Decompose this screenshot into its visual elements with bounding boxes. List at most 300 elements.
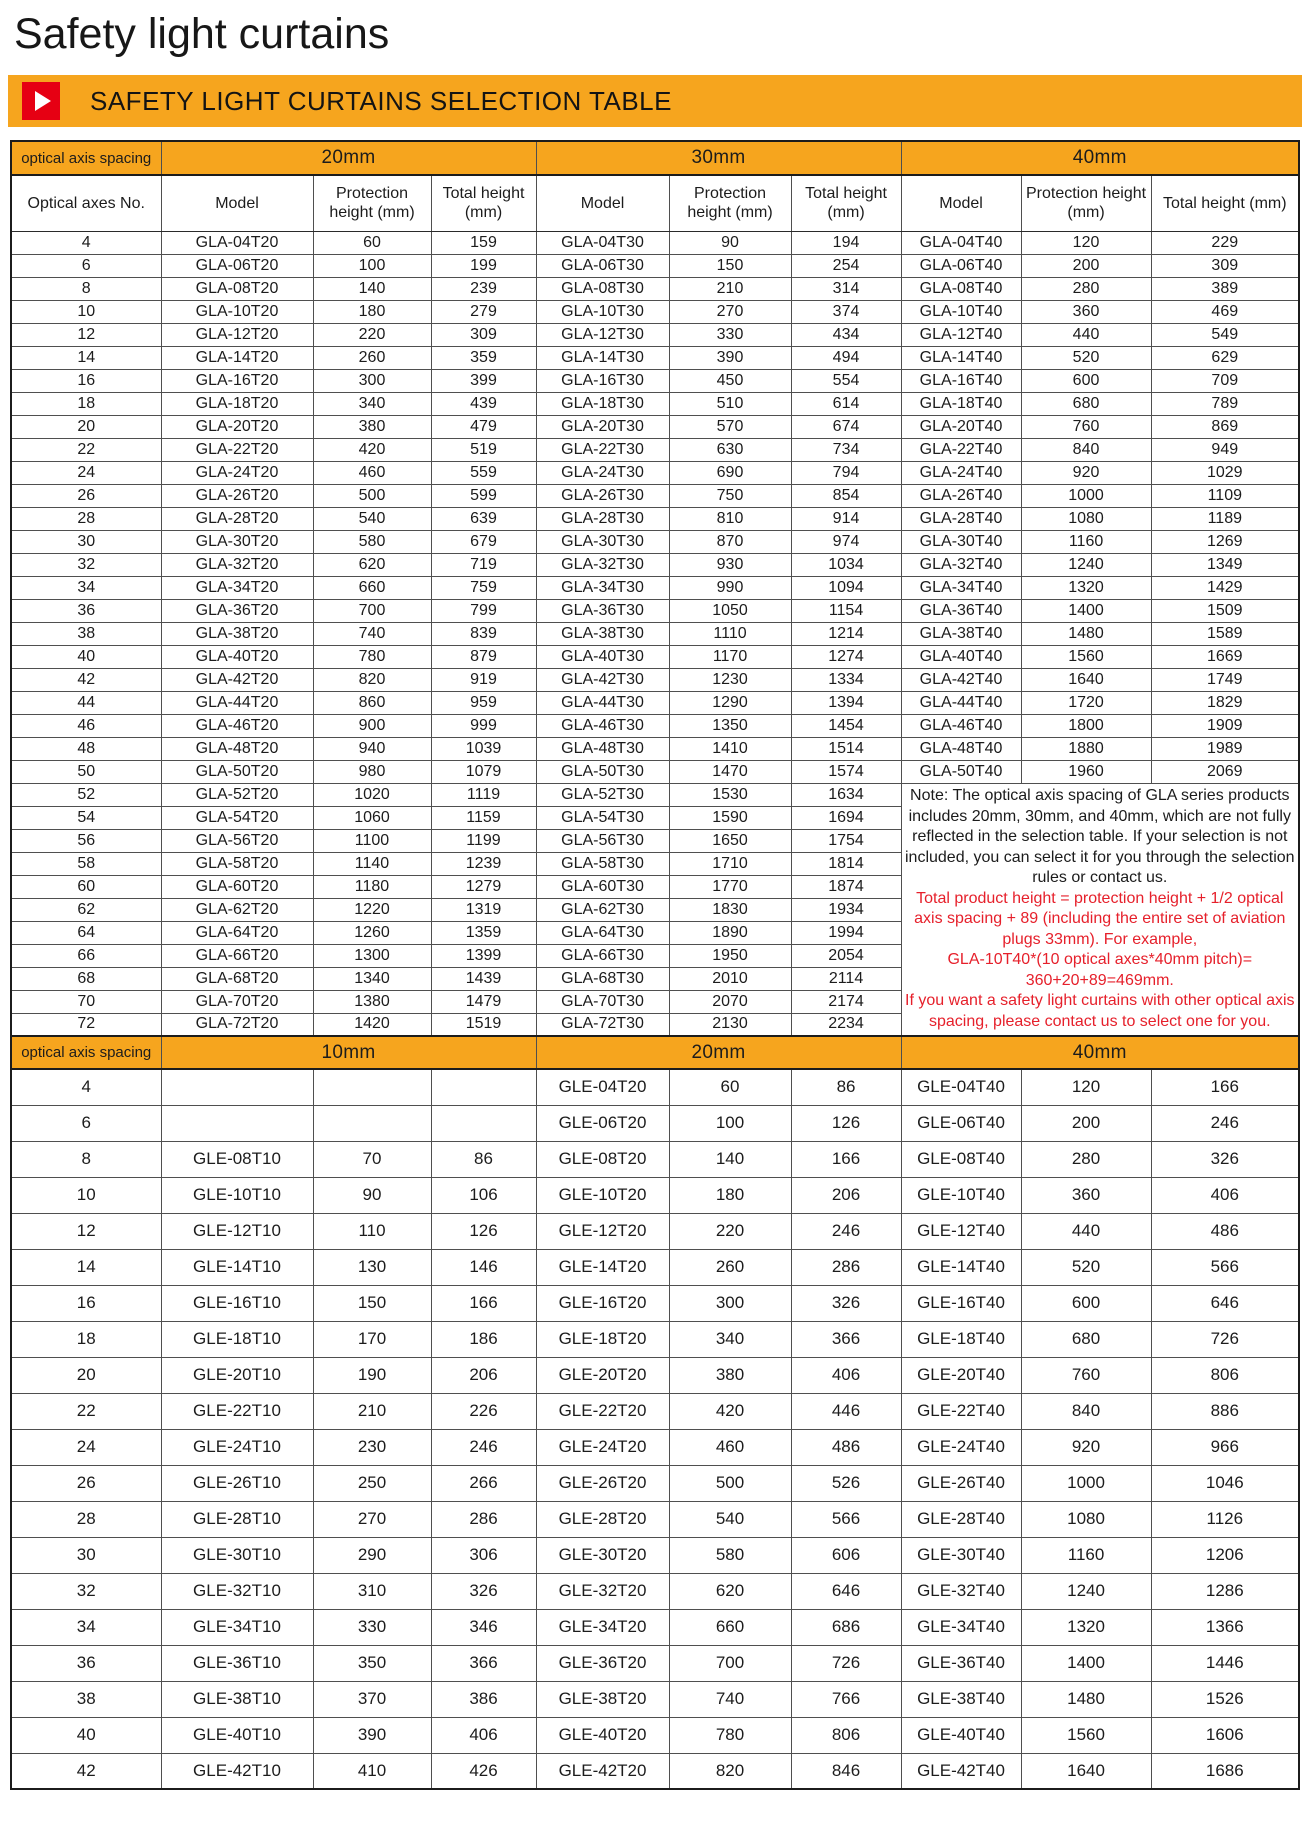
table-row — [11, 622, 1299, 645]
model-cell: GLA-36T40 — [901, 599, 1021, 622]
model-cell: GLA-14T30 — [536, 346, 669, 369]
protection-cell: 1000 — [1021, 484, 1151, 507]
model-cell: GLA-66T20 — [161, 944, 313, 967]
protection-cell: 390 — [669, 346, 791, 369]
axes-cell: 14 — [11, 346, 161, 369]
protection-cell: 1320 — [1021, 576, 1151, 599]
model-cell: GLA-62T20 — [161, 898, 313, 921]
table-row — [11, 300, 1299, 323]
protection-cell: 140 — [669, 1141, 791, 1177]
table-row — [11, 323, 1299, 346]
protection-cell: 1560 — [1021, 1717, 1151, 1753]
total-cell: 1526 — [1151, 1681, 1299, 1717]
protection-cell: 1650 — [669, 829, 791, 852]
model-cell: GLE-08T40 — [901, 1141, 1021, 1177]
protection-cell: 340 — [313, 392, 431, 415]
protection-cell: 210 — [313, 1393, 431, 1429]
total-cell: 526 — [791, 1465, 901, 1501]
model-cell: GLA-38T40 — [901, 622, 1021, 645]
table-row — [11, 1069, 1299, 1105]
table-row — [11, 1177, 1299, 1213]
protection-cell: 540 — [669, 1501, 791, 1537]
model-cell: GLE-30T40 — [901, 1537, 1021, 1573]
total-cell: 799 — [431, 599, 536, 622]
total-cell: 406 — [431, 1717, 536, 1753]
total-cell: 726 — [1151, 1321, 1299, 1357]
total-cell: 1239 — [431, 852, 536, 875]
protection-cell: 380 — [313, 415, 431, 438]
total-cell: 974 — [791, 530, 901, 553]
total-cell: 366 — [431, 1645, 536, 1681]
model-cell: GLE-36T20 — [536, 1645, 669, 1681]
protection-cell: 300 — [669, 1285, 791, 1321]
total-cell: 1749 — [1151, 668, 1299, 691]
total-cell: 366 — [791, 1321, 901, 1357]
table-row — [11, 438, 1299, 461]
protection-cell: 1380 — [313, 990, 431, 1013]
protection-cell: 1560 — [1021, 645, 1151, 668]
protection-cell: 440 — [1021, 323, 1151, 346]
table-row — [11, 714, 1299, 737]
table-row — [11, 783, 1299, 806]
axes-cell: 42 — [11, 668, 161, 691]
model-cell: GLA-28T30 — [536, 507, 669, 530]
axes-cell: 18 — [11, 1321, 161, 1357]
protection-cell: 2070 — [669, 990, 791, 1013]
axes-cell: 70 — [11, 990, 161, 1013]
model-cell: GLE-42T10 — [161, 1753, 313, 1789]
total-cell: 406 — [791, 1357, 901, 1393]
model-cell: GLA-06T40 — [901, 254, 1021, 277]
protection-cell: 1320 — [1021, 1609, 1151, 1645]
total-cell: 734 — [791, 438, 901, 461]
protection-cell: 700 — [313, 599, 431, 622]
model-cell: GLA-20T20 — [161, 415, 313, 438]
total-cell: 1989 — [1151, 737, 1299, 760]
axes-cell: 42 — [11, 1753, 161, 1789]
protection-cell: 1180 — [313, 875, 431, 898]
model-cell: GLA-34T30 — [536, 576, 669, 599]
protection-cell: 780 — [669, 1717, 791, 1753]
col-header-model: Model — [161, 175, 313, 231]
total-cell: 226 — [431, 1393, 536, 1429]
protection-cell: 700 — [669, 1645, 791, 1681]
protection-cell: 580 — [313, 530, 431, 553]
total-cell: 789 — [1151, 392, 1299, 415]
total-cell: 1429 — [1151, 576, 1299, 599]
protection-cell: 920 — [1021, 461, 1151, 484]
model-cell: GLA-34T40 — [901, 576, 1021, 599]
protection-cell: 740 — [313, 622, 431, 645]
table-row — [11, 1357, 1299, 1393]
axes-cell: 48 — [11, 737, 161, 760]
protection-cell: 1060 — [313, 806, 431, 829]
protection-cell: 500 — [313, 484, 431, 507]
model-cell: GLE-28T20 — [536, 1501, 669, 1537]
protection-cell: 980 — [313, 760, 431, 783]
total-cell: 1606 — [1151, 1717, 1299, 1753]
protection-cell: 760 — [1021, 1357, 1151, 1393]
protection-cell: 1020 — [313, 783, 431, 806]
total-cell: 674 — [791, 415, 901, 438]
model-cell: GLA-72T30 — [536, 1013, 669, 1036]
model-cell: GLA-22T30 — [536, 438, 669, 461]
table-row — [11, 1537, 1299, 1573]
model-cell: GLA-10T30 — [536, 300, 669, 323]
protection-cell: 450 — [669, 369, 791, 392]
model-cell: GLA-36T30 — [536, 599, 669, 622]
group-header-30mm: 30mm — [536, 141, 901, 175]
model-cell: GLA-46T20 — [161, 714, 313, 737]
protection-cell: 1960 — [1021, 760, 1151, 783]
model-cell: GLA-24T30 — [536, 461, 669, 484]
total-cell: 326 — [431, 1573, 536, 1609]
total-cell: 146 — [431, 1249, 536, 1285]
model-cell: GLE-16T40 — [901, 1285, 1021, 1321]
total-cell: 326 — [791, 1285, 901, 1321]
model-cell: GLA-28T40 — [901, 507, 1021, 530]
protection-cell — [313, 1069, 431, 1105]
total-cell: 1349 — [1151, 553, 1299, 576]
axes-cell: 30 — [11, 530, 161, 553]
table-row — [11, 231, 1299, 254]
model-cell: GLA-16T30 — [536, 369, 669, 392]
total-cell: 1154 — [791, 599, 901, 622]
total-cell: 646 — [1151, 1285, 1299, 1321]
table-row — [11, 576, 1299, 599]
table-row — [11, 415, 1299, 438]
axes-cell: 16 — [11, 369, 161, 392]
protection-cell: 500 — [669, 1465, 791, 1501]
total-cell: 486 — [791, 1429, 901, 1465]
model-cell: GLE-12T40 — [901, 1213, 1021, 1249]
model-cell: GLA-54T20 — [161, 806, 313, 829]
axes-cell: 52 — [11, 783, 161, 806]
total-cell: 254 — [791, 254, 901, 277]
group-header-20mm: 20mm — [536, 1036, 901, 1069]
total-cell: 1039 — [431, 737, 536, 760]
axes-cell: 22 — [11, 438, 161, 461]
total-cell: 949 — [1151, 438, 1299, 461]
total-cell: 406 — [1151, 1177, 1299, 1213]
model-cell: GLA-56T20 — [161, 829, 313, 852]
model-cell: GLE-16T20 — [536, 1285, 669, 1321]
model-cell: GLE-38T10 — [161, 1681, 313, 1717]
model-cell: GLE-22T10 — [161, 1393, 313, 1429]
protection-cell: 260 — [669, 1249, 791, 1285]
model-cell: GLE-18T20 — [536, 1321, 669, 1357]
total-cell: 1119 — [431, 783, 536, 806]
table-row — [11, 392, 1299, 415]
protection-cell: 750 — [669, 484, 791, 507]
axes-cell: 66 — [11, 944, 161, 967]
table-row — [11, 1465, 1299, 1501]
protection-cell: 540 — [313, 507, 431, 530]
total-cell: 314 — [791, 277, 901, 300]
protection-cell: 190 — [313, 1357, 431, 1393]
model-cell: GLA-26T30 — [536, 484, 669, 507]
total-cell: 759 — [431, 576, 536, 599]
protection-cell: 460 — [313, 461, 431, 484]
protection-cell: 1830 — [669, 898, 791, 921]
total-cell: 566 — [791, 1501, 901, 1537]
table-row — [11, 530, 1299, 553]
protection-cell: 630 — [669, 438, 791, 461]
protection-cell: 390 — [313, 1717, 431, 1753]
total-cell: 346 — [431, 1609, 536, 1645]
col-header-axes: Optical axes No. — [11, 175, 161, 231]
axes-cell: 72 — [11, 1013, 161, 1036]
protection-cell: 1480 — [1021, 622, 1151, 645]
protection-cell: 380 — [669, 1357, 791, 1393]
protection-cell: 90 — [313, 1177, 431, 1213]
total-cell: 266 — [431, 1465, 536, 1501]
protection-cell: 310 — [313, 1573, 431, 1609]
axes-cell: 60 — [11, 875, 161, 898]
protection-cell: 1240 — [1021, 553, 1151, 576]
protection-cell: 1260 — [313, 921, 431, 944]
total-cell: 1029 — [1151, 461, 1299, 484]
total-cell: 386 — [431, 1681, 536, 1717]
table-row — [11, 507, 1299, 530]
total-cell: 1589 — [1151, 622, 1299, 645]
axes-cell: 28 — [11, 1501, 161, 1537]
table-row — [11, 1321, 1299, 1357]
protection-cell: 1300 — [313, 944, 431, 967]
model-cell: GLA-32T30 — [536, 553, 669, 576]
total-cell: 1829 — [1151, 691, 1299, 714]
total-cell: 286 — [791, 1249, 901, 1285]
total-cell: 126 — [431, 1213, 536, 1249]
model-cell: GLE-32T20 — [536, 1573, 669, 1609]
total-cell: 166 — [791, 1141, 901, 1177]
model-cell: GLA-44T20 — [161, 691, 313, 714]
total-cell: 479 — [431, 415, 536, 438]
model-cell: GLE-14T10 — [161, 1249, 313, 1285]
axes-cell: 28 — [11, 507, 161, 530]
model-cell: GLA-50T20 — [161, 760, 313, 783]
model-cell: GLA-68T20 — [161, 967, 313, 990]
model-cell: GLE-40T10 — [161, 1717, 313, 1753]
total-cell: 709 — [1151, 369, 1299, 392]
protection-cell: 1640 — [1021, 668, 1151, 691]
note — [901, 783, 1299, 1036]
total-cell: 446 — [791, 1393, 901, 1429]
axes-cell: 12 — [11, 1213, 161, 1249]
protection-cell: 1160 — [1021, 1537, 1151, 1573]
total-cell: 239 — [431, 277, 536, 300]
protection-cell: 130 — [313, 1249, 431, 1285]
model-cell — [161, 1069, 313, 1105]
total-cell: 1454 — [791, 714, 901, 737]
total-cell: 194 — [791, 231, 901, 254]
total-cell: 86 — [431, 1141, 536, 1177]
total-cell: 549 — [1151, 323, 1299, 346]
total-cell: 199 — [431, 254, 536, 277]
protection-cell: 1050 — [669, 599, 791, 622]
axes-cell: 34 — [11, 576, 161, 599]
table-row — [11, 760, 1299, 783]
section1-rows — [11, 231, 1299, 1036]
total-cell: 159 — [431, 231, 536, 254]
table-row — [11, 1753, 1299, 1789]
model-cell: GLE-04T20 — [536, 1069, 669, 1105]
banner-title: SAFETY LIGHT CURTAINS SELECTION TABLE — [90, 85, 672, 116]
axes-cell: 24 — [11, 461, 161, 484]
protection-cell: 1290 — [669, 691, 791, 714]
model-cell: GLA-40T40 — [901, 645, 1021, 668]
table-row — [11, 1645, 1299, 1681]
protection-cell: 520 — [1021, 346, 1151, 369]
protection-cell: 220 — [313, 323, 431, 346]
total-cell: 806 — [1151, 1357, 1299, 1393]
table-row — [11, 1213, 1299, 1249]
total-cell: 126 — [791, 1105, 901, 1141]
model-cell: GLE-28T40 — [901, 1501, 1021, 1537]
axes-cell: 58 — [11, 852, 161, 875]
model-cell: GLA-16T20 — [161, 369, 313, 392]
total-cell: 2174 — [791, 990, 901, 1013]
table-row — [11, 645, 1299, 668]
protection-cell: 180 — [669, 1177, 791, 1213]
total-cell: 1934 — [791, 898, 901, 921]
model-cell: GLA-22T20 — [161, 438, 313, 461]
total-cell: 646 — [791, 1573, 901, 1609]
total-cell: 106 — [431, 1177, 536, 1213]
table-row — [11, 1573, 1299, 1609]
total-cell: 306 — [431, 1537, 536, 1573]
total-cell: 966 — [1151, 1429, 1299, 1465]
total-cell: 1514 — [791, 737, 901, 760]
model-cell: GLA-06T20 — [161, 254, 313, 277]
table-row — [11, 737, 1299, 760]
model-cell: GLE-28T10 — [161, 1501, 313, 1537]
model-cell: GLA-26T40 — [901, 484, 1021, 507]
protection-cell: 370 — [313, 1681, 431, 1717]
model-cell: GLA-46T40 — [901, 714, 1021, 737]
axes-cell: 40 — [11, 645, 161, 668]
protection-cell: 420 — [313, 438, 431, 461]
table-row — [11, 1393, 1299, 1429]
protection-cell: 250 — [313, 1465, 431, 1501]
protection-cell: 1400 — [1021, 599, 1151, 622]
protection-cell: 840 — [1021, 438, 1151, 461]
section-banner — [8, 75, 1302, 127]
model-cell: GLA-14T20 — [161, 346, 313, 369]
model-cell: GLE-08T10 — [161, 1141, 313, 1177]
section2-rows — [11, 1069, 1299, 1789]
total-cell: 1214 — [791, 622, 901, 645]
total-cell: 914 — [791, 507, 901, 530]
model-cell: GLE-14T40 — [901, 1249, 1021, 1285]
total-cell: 1199 — [431, 829, 536, 852]
protection-cell: 1400 — [1021, 1645, 1151, 1681]
protection-cell: 1080 — [1021, 507, 1151, 530]
total-cell: 959 — [431, 691, 536, 714]
model-cell: GLA-22T40 — [901, 438, 1021, 461]
total-cell: 469 — [1151, 300, 1299, 323]
table-row — [11, 599, 1299, 622]
table-row — [11, 1429, 1299, 1465]
axes-cell: 4 — [11, 1069, 161, 1105]
protection-cell: 680 — [1021, 1321, 1151, 1357]
protection-cell: 1710 — [669, 852, 791, 875]
total-cell: 629 — [1151, 346, 1299, 369]
protection-cell: 290 — [313, 1537, 431, 1573]
total-cell: 206 — [791, 1177, 901, 1213]
protection-cell: 510 — [669, 392, 791, 415]
table-row — [11, 461, 1299, 484]
protection-cell: 1160 — [1021, 530, 1151, 553]
model-cell: GLE-08T20 — [536, 1141, 669, 1177]
col-header-total: Total height (mm) — [791, 175, 901, 231]
total-cell: 806 — [791, 1717, 901, 1753]
protection-cell — [313, 1105, 431, 1141]
model-cell: GLA-08T20 — [161, 277, 313, 300]
total-cell: 1686 — [1151, 1753, 1299, 1789]
total-cell — [431, 1105, 536, 1141]
model-cell: GLA-44T30 — [536, 691, 669, 714]
total-cell: 1439 — [431, 967, 536, 990]
protection-cell: 820 — [313, 668, 431, 691]
total-cell: 1694 — [791, 806, 901, 829]
protection-cell: 1000 — [1021, 1465, 1151, 1501]
axes-cell: 26 — [11, 484, 161, 507]
total-cell: 1479 — [431, 990, 536, 1013]
model-cell: GLA-50T40 — [901, 760, 1021, 783]
model-cell: GLA-46T30 — [536, 714, 669, 737]
total-cell: 639 — [431, 507, 536, 530]
total-cell: 1126 — [1151, 1501, 1299, 1537]
total-cell: 599 — [431, 484, 536, 507]
axes-cell: 6 — [11, 1105, 161, 1141]
model-cell: GLA-12T40 — [901, 323, 1021, 346]
model-cell: GLA-18T20 — [161, 392, 313, 415]
total-cell: 229 — [1151, 231, 1299, 254]
protection-cell: 140 — [313, 277, 431, 300]
section2-header — [11, 1036, 1299, 1069]
total-cell: 766 — [791, 1681, 901, 1717]
total-cell: 1279 — [431, 875, 536, 898]
total-cell: 1319 — [431, 898, 536, 921]
total-cell: 399 — [431, 369, 536, 392]
total-cell: 1394 — [791, 691, 901, 714]
model-cell: GLA-64T20 — [161, 921, 313, 944]
protection-cell: 810 — [669, 507, 791, 530]
model-cell: GLA-56T30 — [536, 829, 669, 852]
protection-cell: 870 — [669, 530, 791, 553]
model-cell: GLA-60T20 — [161, 875, 313, 898]
protection-cell: 100 — [313, 254, 431, 277]
model-cell: GLE-22T20 — [536, 1393, 669, 1429]
model-cell: GLA-18T40 — [901, 392, 1021, 415]
model-cell: GLA-20T30 — [536, 415, 669, 438]
model-cell: GLA-20T40 — [901, 415, 1021, 438]
model-cell: GLE-36T10 — [161, 1645, 313, 1681]
total-cell: 1334 — [791, 668, 901, 691]
model-cell: GLA-24T40 — [901, 461, 1021, 484]
total-cell: 1286 — [1151, 1573, 1299, 1609]
total-cell: 1634 — [791, 783, 901, 806]
protection-cell: 110 — [313, 1213, 431, 1249]
model-cell: GLA-70T20 — [161, 990, 313, 1013]
model-cell: GLA-62T30 — [536, 898, 669, 921]
play-triangle-icon — [35, 91, 51, 111]
protection-cell: 360 — [1021, 1177, 1151, 1213]
model-cell: GLE-06T20 — [536, 1105, 669, 1141]
total-cell: 206 — [431, 1357, 536, 1393]
protection-cell: 150 — [313, 1285, 431, 1321]
